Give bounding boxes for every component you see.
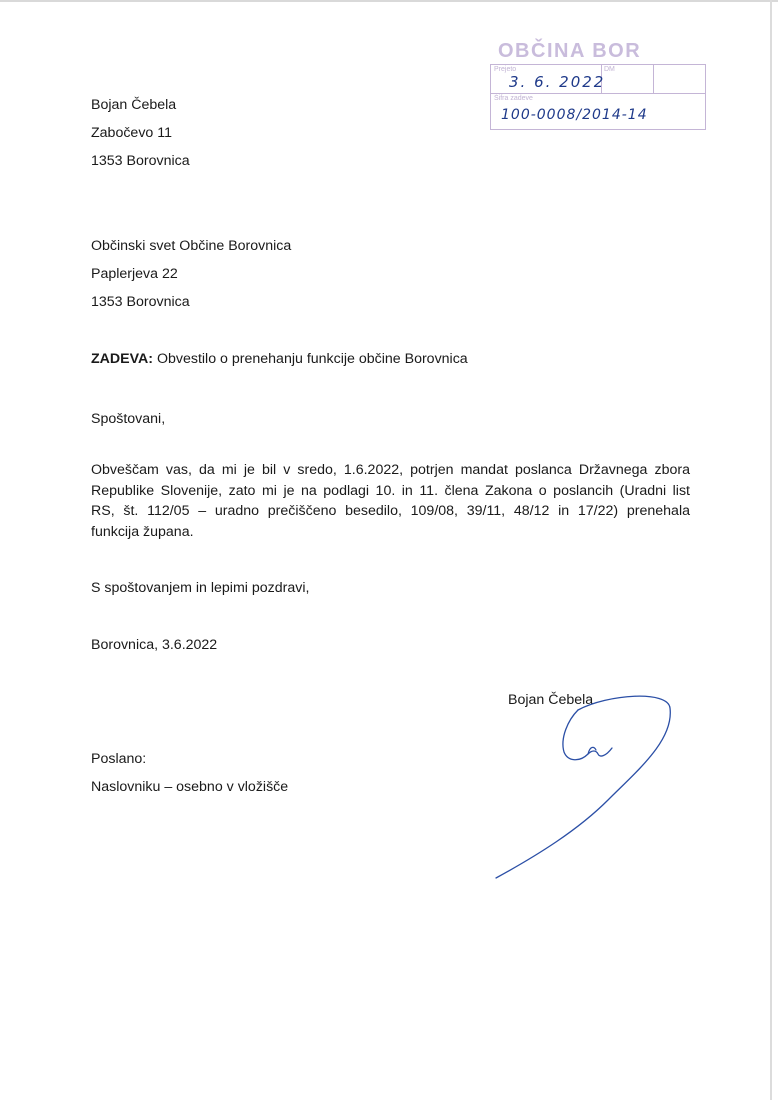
stamp-divider: [491, 93, 705, 94]
registration-stamp: [486, 40, 708, 132]
stamp-received-date: 3. 6. 2022: [509, 73, 606, 91]
recipient-city: 1353 Borovnica: [91, 294, 190, 310]
sent-label: Poslano:: [91, 751, 147, 767]
subject-line: [91, 351, 468, 367]
handwritten-signature: [488, 690, 688, 890]
subject-label: ZADEVA:: [91, 351, 154, 367]
subject-text: Obvestilo o prenehanju funkcije občine Borovnica: [153, 351, 468, 367]
sender-name: Bojan Čebela: [91, 97, 177, 113]
place-date: Borovnica, 3.6.2022: [91, 637, 218, 653]
sent-to: Naslovniku – osebno v vložišče: [91, 779, 289, 795]
stamp-box: [490, 64, 706, 130]
recipient-name: Občinski svet Občine Borovnica: [91, 238, 292, 254]
stamp-divider: [653, 65, 654, 93]
stamp-received-label: Prejeto: [494, 66, 517, 73]
stamp-file-label: Šifra zadeve: [494, 95, 533, 102]
body-paragraph: [91, 460, 690, 542]
body-line: Republike Slovenije, zato mi je na podlagi 10. in 11. člena Zakona o poslancih (Uradni list: [91, 482, 690, 499]
scan-edge-right: [770, 0, 772, 1100]
stamp-file-number: 100-0008/2014-14: [501, 107, 648, 123]
greeting: Spoštovani,: [91, 411, 166, 427]
scan-edge-top: [0, 0, 778, 2]
stamp-title: OBČINA BOR: [498, 40, 642, 62]
recipient-street: Paplerjeva 22: [91, 266, 178, 282]
sender-street: Zabočevo 11: [91, 125, 172, 141]
stamp-dm-label: DM: [604, 66, 615, 73]
body-line: RS, št. 112/05 – uradno prečiščeno besedilo, 109/08, 39/11, 48/12 in 17/22) prenehala: [91, 503, 690, 519]
body-line: Obveščam vas, da mi je bil v sredo, 1.6.2022, potrjen mandat poslanca Državnega zbora: [91, 462, 690, 478]
body-line: funkcija župana.: [91, 523, 194, 540]
signer-name: Bojan Čebela: [508, 692, 594, 708]
sender-city: 1353 Borovnica: [91, 153, 190, 169]
closing: S spoštovanjem in lepimi pozdravi,: [91, 580, 310, 596]
